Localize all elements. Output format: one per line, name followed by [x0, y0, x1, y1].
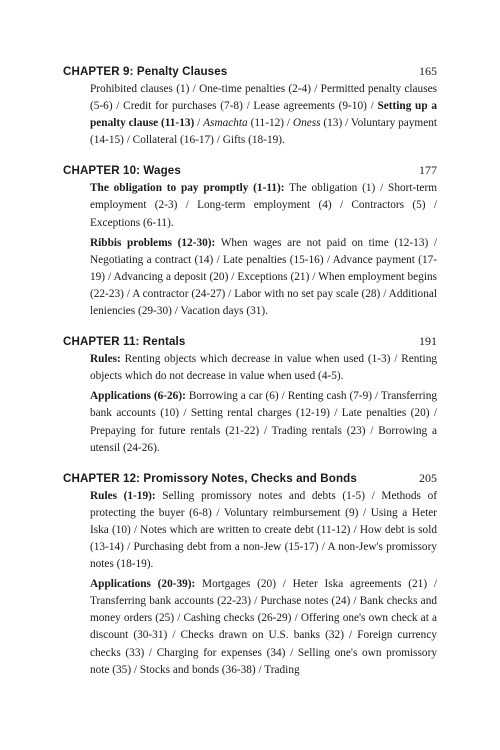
chapter-11 [63, 334, 437, 457]
chapter-page-number: 165 [419, 64, 437, 78]
chapter-summary-paragraph [90, 388, 437, 456]
summary-text-italic: Asmachta [203, 117, 248, 130]
chapter-summary-paragraph [90, 81, 437, 149]
chapter-heading [63, 334, 437, 349]
chapter-title: CHAPTER 11: Rentals [63, 335, 186, 349]
summary-text: / [194, 117, 204, 130]
section-lead: Applications (20-39): [90, 578, 196, 591]
chapter-summary-paragraph [90, 488, 437, 573]
section-lead: Ribbis problems (12-30): [90, 236, 216, 249]
chapter-summary-paragraph [90, 576, 437, 679]
summary-text: (11-12) / [247, 117, 293, 130]
chapter-page-number: 191 [419, 334, 437, 349]
chapter-page-number: 177 [419, 163, 437, 178]
chapter-9 [63, 64, 437, 149]
summary-text: (13) / Voluntary payment (14-15) / Collateral (16-17) / Gifts (18-19). [90, 117, 437, 147]
chapter-heading [63, 64, 437, 79]
section-lead: Applications (6-26): [90, 390, 186, 403]
summary-text: Mortgages (20) / Heter Iska agreements (21) / Transferring bank accounts (22-23) / Purchase notes (24) / Bank checks and money orders (25) / Cashing checks (26-29) / Offering one's own check at a discount (30-31) / Checks drawn on U.S. banks (32) / Foreign currency checks (33) / Charging for expenses (34) / Selling one's own promissory note (35) / Stocks and bonds (36-38) / Trading [90, 578, 437, 676]
chapter-10 [63, 163, 437, 320]
section-lead: Rules (1-19): [90, 489, 156, 502]
chapter-12 [63, 471, 437, 679]
summary-text: The obligation (1) / Short-term employment (2-3) / Long-term employment (4) / Contractors (5) / Exceptions (6-11). [90, 182, 437, 229]
section-lead: Rules: [90, 353, 121, 366]
chapter-title: CHAPTER 12: Promissory Notes, Checks and Bonds [63, 471, 357, 485]
chapter-title: CHAPTER 10: Wages [63, 164, 181, 178]
summary-text-bold: Setting up a penalty clause (11-13) [90, 100, 437, 130]
chapter-page-number: 205 [419, 470, 437, 485]
summary-text: Borrowing a car (6) / Renting cash (7-9) / Transferring bank accounts (10) / Setting rental charges (12-19) / Late penalties (20) / Prepaying for future rentals (21-22) / Trading rentals (23) / Borrowing a utensil (24-26). [90, 390, 437, 454]
chapter-heading [63, 163, 437, 178]
chapter-heading [63, 471, 437, 486]
chapter-summary-paragraph [90, 180, 437, 231]
section-lead: The obligation to pay promptly (1-11): [90, 182, 285, 195]
summary-text: When wages are not paid on time (12-13) / Negotiating a contract (14) / Late penalties (15-16) / Advance payment (17-19) / Advancing a deposit (20) / Exceptions (21) / When employment begins (22-23) / A contractor (24-27) / Labor with no set pay scale (28) / Additional leniencies (29-30) / Vacation days (31). [90, 236, 437, 318]
table-of-contents [63, 64, 437, 693]
summary-text: Renting objects which decrease in value when used (1-3) / Renting objects which do not decrease in value when used (4-5). [90, 353, 437, 383]
summary-text-italic: Oness [292, 117, 321, 130]
summary-text: Selling promissory notes and debts (1-5) / Methods of protecting the buyer (6-8) / Voluntary reimbursement (9) / Using a Heter Iska (10) / Notes which are written to create debt (11-12) / How debt is sold (13-14) / Purchasing debt from a non-Jew (15-17) / A non-Jew's promissory notes (18-19). [90, 489, 438, 571]
chapter-summary-paragraph [90, 235, 437, 320]
chapter-summary-paragraph [90, 351, 437, 385]
summary-text: Prohibited clauses (1) / One-time penalties (2-4) / Permitted penalty clauses (5-6) / Credit for purchases (7-8) / Lease agreements (9-10) / [90, 83, 437, 113]
chapter-title: CHAPTER 9: Penalty Clauses [63, 65, 228, 78]
